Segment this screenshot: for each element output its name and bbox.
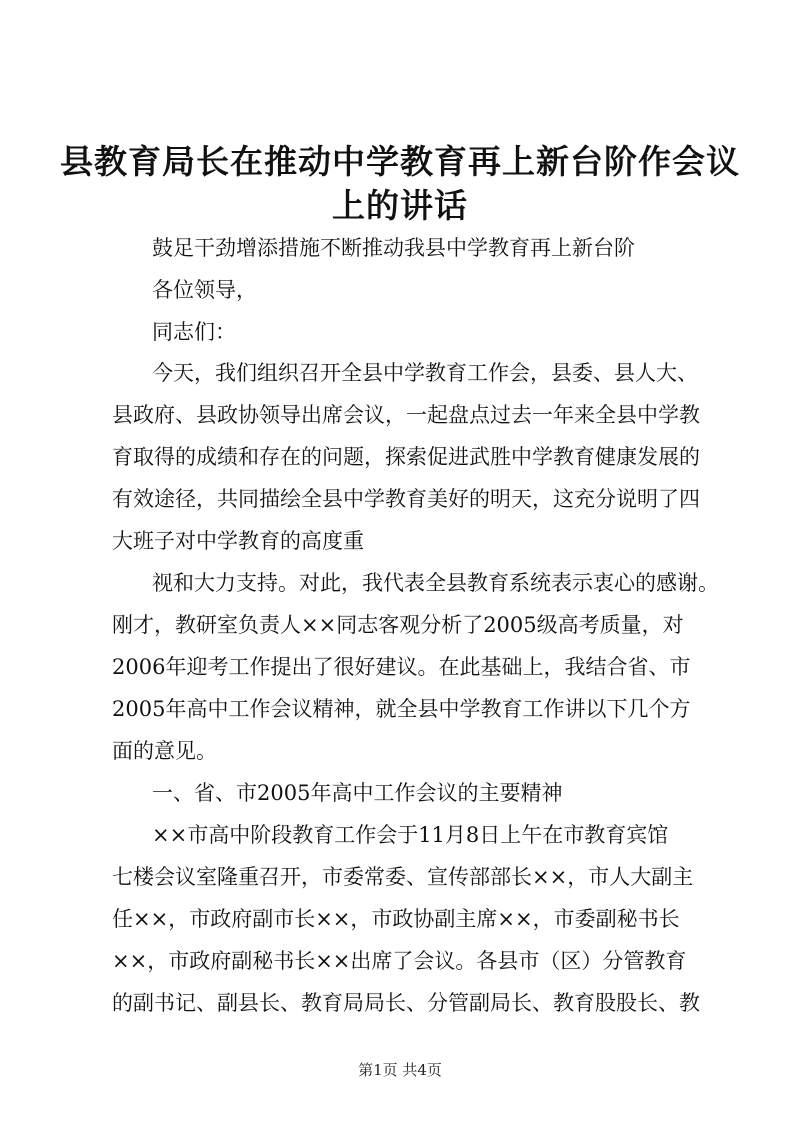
paragraph-2-line: 2005年高中工作会议精神，就全县中学教育工作讲以下几个方	[112, 697, 691, 721]
paragraph-3-line: 七楼会议室隆重召开，市委常委、宣传部部长××，市人大副主	[112, 865, 694, 889]
document-title-line-1: 县教育局长在推动中学教育再上新台阶作会议	[60, 142, 740, 181]
document-subtitle: 鼓足干劲增添措施不断推动我县中学教育再上新台阶	[152, 236, 635, 260]
paragraph-3-line: ××，市政府副秘书长××出席了会议。各县市（区）分管教育	[112, 949, 687, 973]
paragraph-3-line: 任××，市政府副市长××，市政协副主席××，市委副秘书长	[112, 907, 680, 931]
page-number-footer: 第1页 共4页	[358, 1061, 442, 1079]
paragraph-1-line: 今天，我们组织召开全县中学教育工作会，县委、县人大、	[152, 361, 698, 385]
paragraph-3-line: ××市高中阶段教育工作会于11月8日上午在市教育宾馆	[152, 823, 669, 847]
paragraph-1-line: 有效途径，共同描绘全县中学教育美好的明天，这充分说明了四	[112, 487, 700, 511]
paragraph-1-line: 大班子对中学教育的高度重	[112, 529, 364, 553]
section-heading-1: 一、省、市2005年高中工作会议的主要精神	[152, 781, 563, 805]
paragraph-2-line: 2006年迎考工作提出了很好建议。在此基础上，我结合省、市	[112, 655, 691, 679]
paragraph-2-line: 视和大力支持。对此，我代表全县教育系统表示衷心的感谢。	[152, 571, 719, 595]
salutation-comrades: 同志们：	[152, 320, 236, 344]
paragraph-1-line: 育取得的成绩和存在的问题，探索促进武胜中学教育健康发展的	[112, 445, 700, 469]
paragraph-2-line: 面的意见。	[112, 739, 217, 763]
paragraph-1-line: 县政府、县政协领导出席会议，一起盘点过去一年来全县中学教	[112, 403, 700, 427]
paragraph-2-line: 刚才，教研室负责人××同志客观分析了2005级高考质量，对	[112, 613, 684, 637]
document-title-line-2: 上的讲话	[332, 186, 468, 225]
paragraph-3-line: 的副书记、副县长、教育局局长、分管副局长、教育股股长、教	[112, 991, 700, 1015]
salutation-leaders: 各位领导，	[152, 278, 257, 302]
